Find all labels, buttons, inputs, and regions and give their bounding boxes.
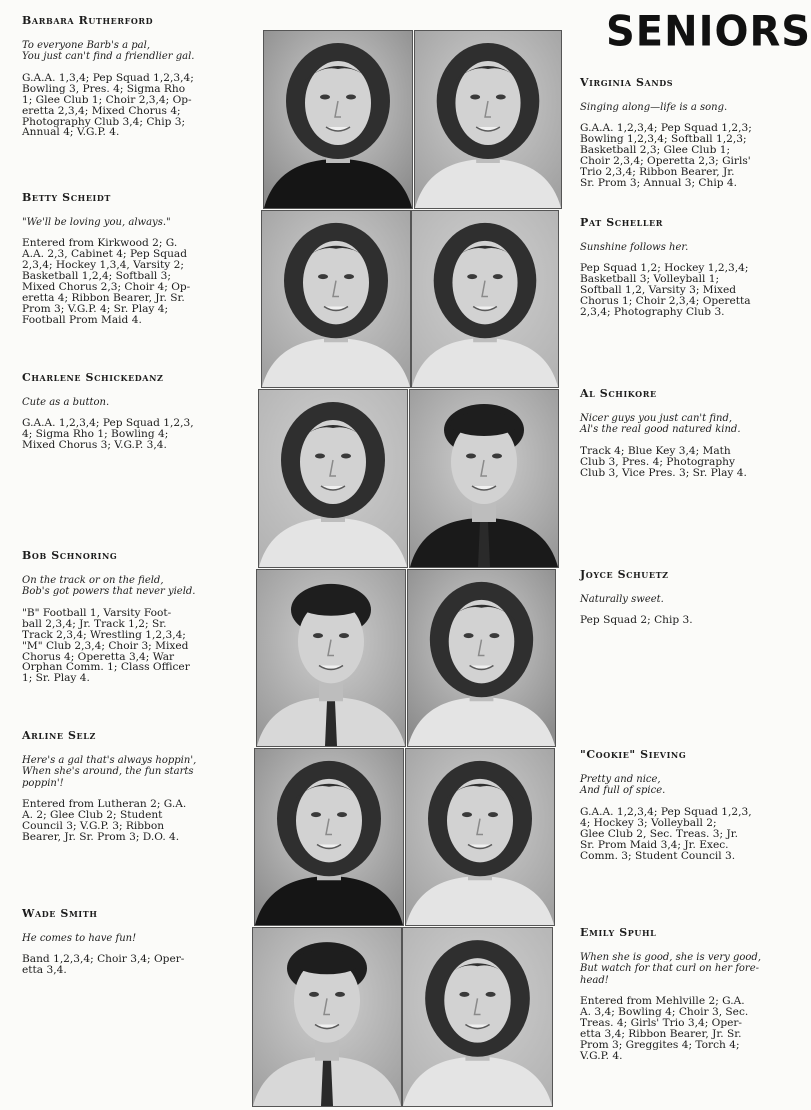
senior-activities: Track 4; Blue Key 3,4; Math Club 3, Pres. 4; Photography Club 3, Vice Pres. 3; Sr. Play 4. [580, 444, 747, 479]
senior-quote: Naturally sweet. [580, 593, 664, 605]
senior-quote: Sunshine follows her. [580, 241, 689, 253]
senior-activities: G.A.A. 1,2,3,4; Pep Squad 1,2,3, 4; Sigma Rho 1; Bowling 4; Mixed Chorus 3; V.G.P. 3,4. [22, 417, 194, 452]
senior-quote: Singing along—life is a song. [580, 101, 728, 113]
senior-entry-bob-schnoring [22, 551, 250, 684]
senior-entry-charlene-schickedanz [22, 373, 250, 451]
portrait-photo [254, 748, 404, 926]
senior-quote: Cute as a button. [22, 396, 110, 408]
senior-name: "Cookie" Sieving [580, 748, 687, 761]
senior-quote: Nicer guys you just can't find, Al's the real good natured kind. [580, 412, 741, 436]
senior-activities: Pep Squad 2; Chip 3. [580, 614, 693, 627]
portrait-photo [402, 927, 553, 1107]
portrait-photo [256, 569, 406, 747]
senior-entry-arline-selz [22, 731, 250, 843]
senior-name: Emily Spuhl [580, 926, 657, 939]
portrait-photo [261, 210, 411, 388]
portrait-photo [411, 210, 559, 388]
senior-entry-barbara-rutherford [22, 16, 250, 138]
senior-name: Joyce Schuetz [580, 568, 669, 581]
senior-entry-pat-scheller [580, 218, 802, 318]
portrait-photo [405, 748, 555, 926]
senior-activities: G.A.A. 1,3,4; Pep Squad 1,2,3,4; Bowling 3, Pres. 4; Sigma Rho 1; Glee Club 1; Choir 2,3,4; Op- eretta 2,3,4; Mixed Chorus 4; Photography Club 3,4; Chip 3; Annual 4; V.G.P. 4. [22, 71, 194, 139]
portrait-photo [258, 389, 408, 568]
senior-name: Charlene Schickedanz [22, 371, 164, 384]
senior-activities: "B" Football 1, Varsity Foot- ball 2,3,4; Jr. Track 1,2; Sr. Track 2,3,4; Wrestling 1,2,3,4; "M" Club 2,3,4; Choir 3; Mixed Chorus 4; Operetta 3,4; War Orphan Comm. 1; Class Officer 1; Sr. Play 4. [22, 606, 190, 685]
senior-activities: Entered from Kirkwood 2; G. A.A. 2,3, Cabinet 4; Pep Squad 2,3,4; Hockey 1,3,4, Varsity 2; Basketball 1,2,4; Softball 3; Mixed Chorus 2,3; Choir 4; Op- eretta 4; Ribbon Bearer, Jr. Sr. Prom 3; V.G.P. 4; Sr. Play 4; Football Prom Maid 4. [22, 237, 191, 326]
senior-quote: Pretty and nice, And full of spice. [580, 773, 666, 797]
senior-quote: On the track or on the field, Bob's got powers that never yield. [22, 574, 196, 598]
portrait-photo [414, 30, 562, 209]
senior-activities: G.A.A. 1,2,3,4; Pep Squad 1,2,3, 4; Hockey 3; Volleyball 2; Glee Club 2, Sec. Treas. 3; Jr. Sr. Prom Maid 3,4; Jr. Exec. Comm. 3; Student Council 3. [580, 805, 752, 862]
senior-name: Wade Smith [22, 907, 98, 920]
senior-quote: He comes to have fun! [22, 932, 137, 944]
senior-entry-cookie-sieving [580, 750, 802, 861]
portrait-photo [252, 927, 402, 1107]
senior-entry-virginia-sands [580, 78, 802, 189]
senior-activities: Band 1,2,3,4; Choir 3,4; Oper- etta 3,4. [22, 953, 185, 977]
senior-quote: "We'll be loving you, always." [22, 216, 171, 228]
senior-name: Virginia Sands [580, 76, 674, 89]
senior-entry-betty-scheidt [22, 193, 250, 326]
senior-activities: G.A.A. 1,2,3,4; Pep Squad 1,2,3; Bowling 1,2,3,4; Softball 1,2,3; Basketball 2,3; Glee Club 1; Choir 2,3,4; Operetta 2,3; Girls' Trio 2,3,4; Ribbon Bearer, Jr. Sr. Prom 3; Annual 3; Chip 4. [580, 122, 752, 189]
senior-quote: To everyone Barb's a pal, You just can't find a friendlier gal. [22, 39, 195, 63]
senior-entry-wade-smith [22, 909, 250, 976]
senior-name: Bob Schnoring [22, 549, 118, 562]
senior-activities: Pep Squad 1,2; Hockey 1,2,3,4; Basketball 3; Volleyball 1; Softball 1,2, Varsity 3; Mixed Chorus 1; Choir 2,3,4; Operetta 2,3,4; Photography Club 3. [580, 262, 751, 319]
portrait-photo [409, 389, 559, 568]
senior-name: Arline Selz [22, 729, 96, 742]
senior-entry-al-schikore [580, 389, 802, 479]
senior-name: Barbara Rutherford [22, 14, 154, 27]
senior-activities: Entered from Lutheran 2; G.A. A. 2; Glee Club 2; Student Council 3; V.G.P. 3; Ribbon Bearer, Jr. Sr. Prom 3; D.O. 4. [22, 798, 187, 844]
page-title: SENIORS [606, 7, 811, 57]
senior-quote: When she is good, she is very good, But watch for that curl on her fore- head! [580, 951, 762, 986]
senior-name: Al Schikore [580, 387, 657, 400]
senior-entry-emily-spuhl [580, 928, 802, 1062]
senior-name: Pat Scheller [580, 216, 663, 229]
portrait-photo [407, 569, 556, 747]
senior-quote: Here's a gal that's always hoppin', When she's around, the fun starts poppin'! [22, 754, 197, 789]
senior-name: Betty Scheidt [22, 191, 111, 204]
senior-entry-joyce-schuetz [580, 570, 802, 626]
portrait-photo [263, 30, 413, 209]
senior-activities: Entered from Mehlville 2; G.A. A. 3,4; Bowling 4; Choir 3, Sec. Treas. 4; Girls' Trio 3,4; Oper- etta 3,4; Ribbon Bearer, Jr. Sr. Prom 3; Greggites 4; Torch 4; V.G.P. 4. [580, 995, 749, 1062]
